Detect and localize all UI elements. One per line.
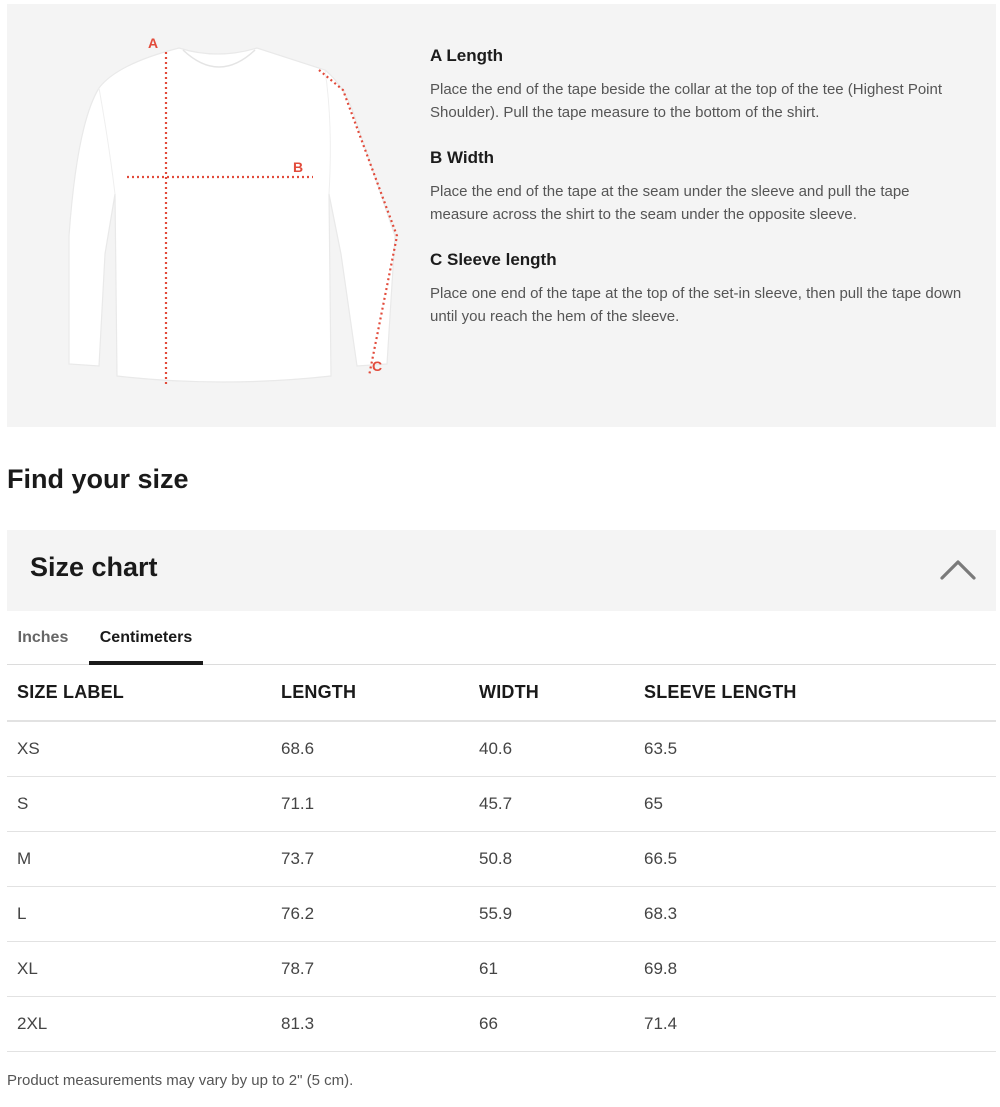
cell-sleeve-length: 71.4 xyxy=(634,996,996,1051)
header-size-label: SIZE LABEL xyxy=(7,665,271,721)
tab-inches[interactable]: Inches xyxy=(17,629,69,646)
cell-length: 68.6 xyxy=(271,721,469,776)
chevron-up-icon xyxy=(938,552,978,588)
size-chart-header[interactable] xyxy=(7,530,996,611)
cell-size: 2XL xyxy=(7,996,271,1051)
cell-size: S xyxy=(7,776,271,831)
instruction-width xyxy=(430,146,970,226)
label-b: B xyxy=(293,159,304,175)
measurement-instructions xyxy=(430,44,970,350)
table-row xyxy=(7,886,996,941)
instruction-text: Place one end of the tape at the top of the set-in sleeve, then pull the tape down until you reach the hem of the sleeve. xyxy=(430,285,962,325)
label-c: C xyxy=(372,358,383,374)
shirt-silhouette xyxy=(69,48,395,382)
instruction-title: C Sleeve length xyxy=(430,250,557,269)
cell-length: 76.2 xyxy=(271,886,469,941)
cell-sleeve-length: 66.5 xyxy=(634,831,996,886)
label-a: A xyxy=(148,35,159,51)
tab-centimeters[interactable]: Centimeters xyxy=(89,611,203,665)
cell-size: XS xyxy=(7,721,271,776)
cell-size: XL xyxy=(7,941,271,996)
cell-length: 73.7 xyxy=(271,831,469,886)
cell-size: L xyxy=(7,886,271,941)
instruction-title: B Width xyxy=(430,148,495,167)
cell-width: 40.6 xyxy=(469,721,634,776)
header-width: WIDTH xyxy=(469,665,634,721)
size-chart-title: Size chart xyxy=(30,552,158,582)
measurement-guide xyxy=(7,4,996,427)
cell-size: M xyxy=(7,831,271,886)
cell-sleeve-length: 68.3 xyxy=(634,886,996,941)
cell-sleeve-length: 69.8 xyxy=(634,941,996,996)
table-row xyxy=(7,831,996,886)
instruction-text: Place the end of the tape at the seam under the sleeve and pull the tape measure across the shirt to the seam under the opposite sleeve. xyxy=(430,183,910,223)
cell-width: 61 xyxy=(469,941,634,996)
header-length: LENGTH xyxy=(271,665,469,721)
cell-length: 71.1 xyxy=(271,776,469,831)
collapse-button[interactable] xyxy=(938,552,978,588)
cell-sleeve-length: 63.5 xyxy=(634,721,996,776)
cell-width: 55.9 xyxy=(469,886,634,941)
header-sleeve-length: SLEEVE LENGTH xyxy=(634,665,996,721)
find-your-size-heading: Find your size xyxy=(7,464,189,494)
instruction-sleeve-length xyxy=(430,248,970,328)
measurement-footnote: Product measurements may vary by up to 2" (5 cm). xyxy=(7,1072,354,1089)
cell-width: 45.7 xyxy=(469,776,634,831)
cell-width: 50.8 xyxy=(469,831,634,886)
size-table xyxy=(7,665,996,1052)
cell-length: 81.3 xyxy=(271,996,469,1051)
instruction-title: A Length xyxy=(430,46,504,65)
cell-length: 78.7 xyxy=(271,941,469,996)
shirt-diagram xyxy=(7,4,427,427)
cell-sleeve-length: 65 xyxy=(634,776,996,831)
cell-width: 66 xyxy=(469,996,634,1051)
unit-tabs xyxy=(7,611,996,665)
table-row xyxy=(7,941,996,996)
table-row xyxy=(7,776,996,831)
table-row xyxy=(7,721,996,776)
instruction-text: Place the end of the tape beside the collar at the top of the tee (Highest Point Shoulder). Pull the tape measure to the bottom of the shirt. xyxy=(430,81,943,121)
table-header-row xyxy=(7,665,996,721)
table-row xyxy=(7,996,996,1051)
instruction-length xyxy=(430,44,970,124)
